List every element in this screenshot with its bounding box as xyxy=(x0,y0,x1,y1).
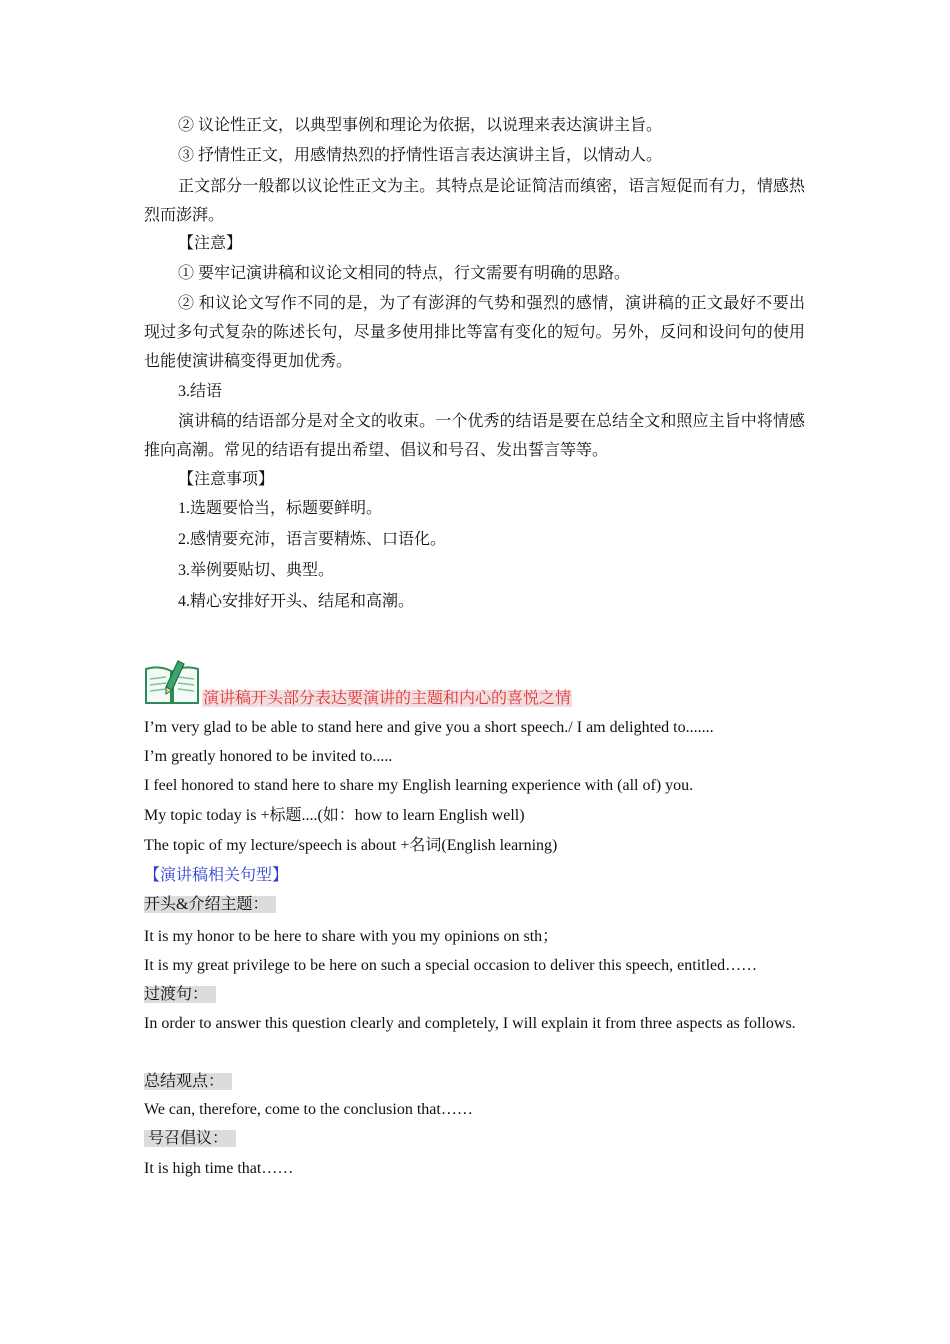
note-item-2: ② 和议论文写作不同的是，为了有澎湃的气势和强烈的感情，演讲稿的正文最好不要出现过多句式复杂的陈述长句，尽量多使用排比等富有变化的短句。另外，反问和设问句的使用也能使演讲稿变得更加优秀。 xyxy=(144,295,805,370)
transition-sentence: In order to answer this question clearly and completely, I will explain it from three aspects as follows. xyxy=(144,1015,796,1032)
tip-item: 2.感情要充沛，语言要精炼、口语化。 xyxy=(178,531,447,548)
paragraph-body-summary: 正文部分一般都以议论性正文为主。其特点是论证简洁而缜密，语言短促而有力，情感热烈而澎湃。 xyxy=(144,178,805,224)
conclusion-text: 演讲稿的结语部分是对全文的收束。一个优秀的结语是要在总结全文和照应主旨中将情感推向高潮。常见的结语有提出希望、倡议和号召、发出誓言等等。 xyxy=(144,413,805,459)
opener-sentence: I feel honored to stand here to share my English learning experience with (all of) you. xyxy=(144,777,694,794)
opener-sentence: My topic today is +标题....(如：how to learn English well) xyxy=(144,807,525,824)
summary-sentence: We can, therefore, come to the conclusion that…… xyxy=(144,1101,473,1118)
intro-sentence-2: It is my great privilege to be here on such a special occasion to deliver this speech, entitled…… xyxy=(144,957,758,974)
label-intro-text: 开头&介绍主题： xyxy=(144,896,276,913)
opener-sentence: The topic of my lecture/speech is about +名词(English learning) xyxy=(144,837,558,854)
opening-heading-text: 演讲稿开头部分表达要演讲的主题和内心的喜悦之情 xyxy=(203,690,572,707)
paragraph-argumentative: ② 议论性正文，以典型事例和理论为依据，以说理来表达演讲主旨。 xyxy=(178,117,663,134)
label-transition-text: 过渡句： xyxy=(144,986,216,1003)
paragraph-lyrical: ③ 抒情性正文，用感情热烈的抒情性语言表达演讲主旨，以情动人。 xyxy=(178,147,663,164)
book-pencil-icon xyxy=(144,657,200,705)
intro-sentence-1: It is my honor to be here to share with you my opinions on sth； xyxy=(144,928,559,945)
label-intro xyxy=(144,895,805,915)
label-call-text: 号召倡议： xyxy=(144,1130,236,1147)
note-item-1: ① 要牢记演讲稿和议论文相同的特点，行文需要有明确的思路。 xyxy=(178,265,631,282)
label-summary xyxy=(144,1072,805,1092)
tip-item: 1.选题要恰当，标题要鲜明。 xyxy=(178,500,383,517)
tip-item: 3.举例要贴切、典型。 xyxy=(178,562,335,579)
opener-sentence: I’m very glad to be able to stand here and give you a short speech./ I am delighted to....... xyxy=(144,719,714,736)
opener-sentence: I’m greatly honored to be invited to..... xyxy=(144,748,393,765)
note-title: 【注意】 xyxy=(178,235,243,252)
tips-title: 【注意事项】 xyxy=(178,471,275,488)
call-sentence: It is high time that…… xyxy=(144,1160,294,1177)
label-transition xyxy=(144,985,805,1005)
tip-item: 4.精心安排好开头、结尾和高潮。 xyxy=(178,593,415,610)
label-call xyxy=(144,1129,805,1149)
patterns-title: 【演讲稿相关句型】 xyxy=(144,867,289,884)
opening-section-heading xyxy=(202,689,802,709)
conclusion-title: 3.结语 xyxy=(178,383,223,400)
label-summary-text: 总结观点： xyxy=(144,1073,232,1090)
